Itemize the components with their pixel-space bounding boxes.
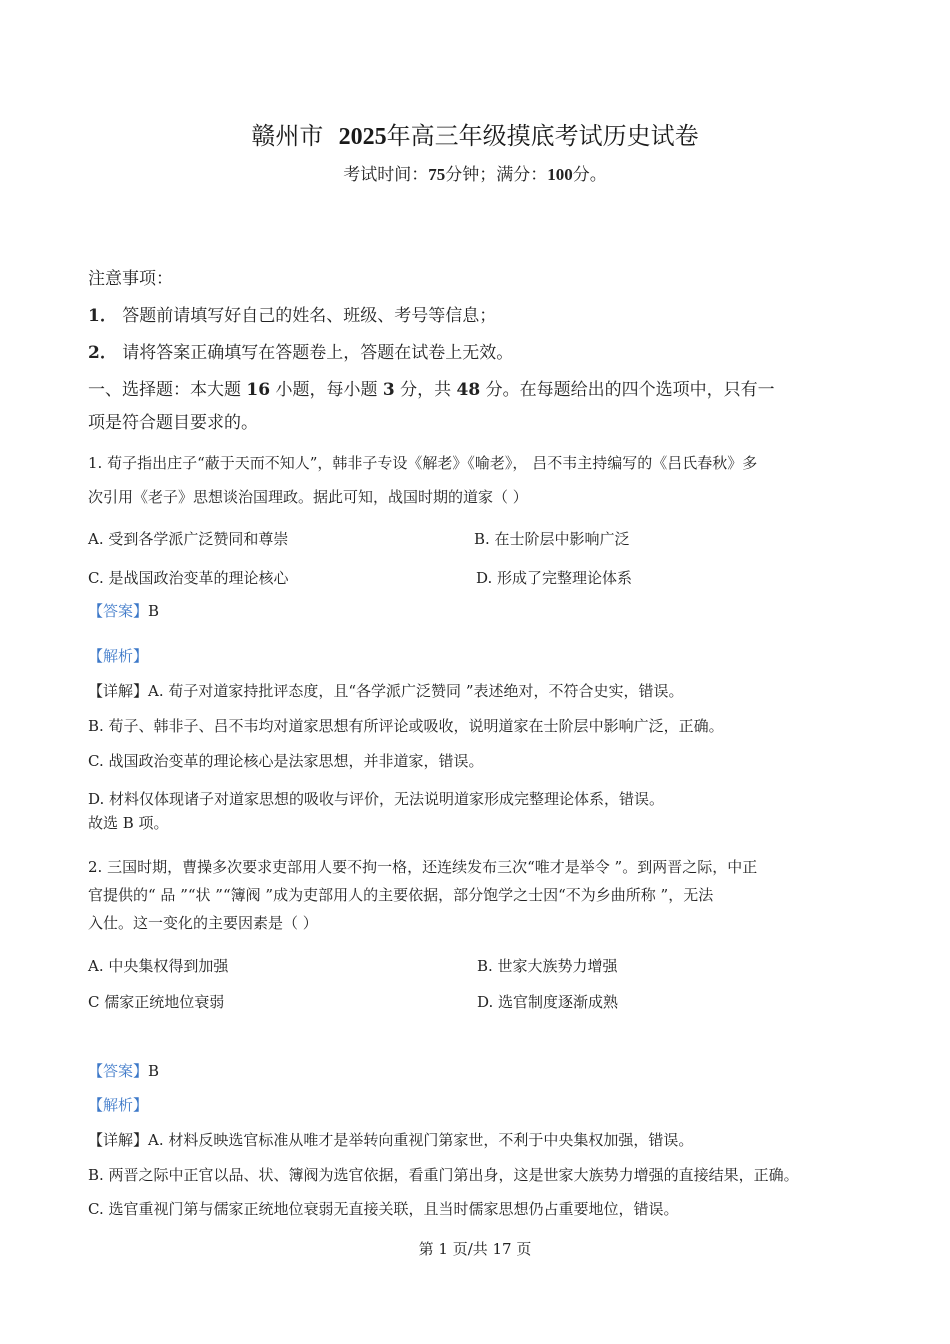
- section-each: 3: [382, 380, 395, 400]
- q1-detail-tag: 【详解】: [88, 682, 149, 700]
- notice-item-2-text: 请将答案正确填写在答题卷上，答题在试卷上无效。: [122, 343, 514, 363]
- q1-explain-a-text: A. 荀子对道家持批评态度，且“各学派广泛赞同 ”表述绝对，不符合史实，错误。: [148, 682, 684, 700]
- q1-explain-c: C. 战国政治变革的理论核心是法家思想，并非道家，错误。: [88, 752, 484, 770]
- q1-option-c: C. 是战国政治变革的理论核心: [88, 569, 289, 587]
- q2-answer-value: B: [148, 1062, 160, 1080]
- notice-item-1: [88, 301, 496, 326]
- section-count: 16: [246, 380, 271, 400]
- page-number: 第 1 页/共 17 页: [418, 1240, 532, 1258]
- q1-answer: [88, 600, 159, 621]
- q2-answer-tag: 【答案】: [88, 1062, 149, 1080]
- q1-answer-tag: 【答案】: [88, 602, 149, 620]
- q1-analysis-tag: 【解析】: [88, 647, 149, 665]
- q1-explain-d: D. 材料仅体现诸子对道家思想的吸收与评价，无法说明道家形成完整理论体系，错误。: [88, 790, 665, 808]
- q1-stem-line1: 1. 荀子指出庄子“蔽于天而不知人”，韩非子专设《解老》《喻老》， 吕不韦主持编写的《吕氏春秋》多: [88, 454, 758, 472]
- notice-item-1-text: 答题前请填写好自己的姓名、班级、考号等信息；: [122, 306, 497, 326]
- q2-option-d: D. 选官制度逐渐成熟: [477, 993, 619, 1011]
- q1-conclusion: 故选 B 项。: [88, 814, 169, 832]
- q1-stem-line2: 次引用《老子》思想谈治国理政。据此可知，战国时期的道家（ ）: [88, 488, 528, 506]
- q2-answer: [88, 1060, 159, 1081]
- exam-time-unit: 分钟；满分：: [445, 165, 548, 185]
- section-text-c: 分，共: [400, 380, 452, 400]
- q1-explain-a: [88, 680, 684, 701]
- q2-option-b: B. 世家大族势力增强: [477, 957, 618, 975]
- q2-explain-b: B. 两晋之际中正官以品、状、簿阀为选官依据，看重门第出身，这是世家大族势力增强的直接结果，正确。: [88, 1166, 799, 1184]
- q2-explain-a-text: A. 材料反映选官标准从唯才是举转向重视门第家世，不利于中央集权加强，错误。: [148, 1131, 694, 1149]
- exam-time-value: 75: [428, 165, 446, 184]
- q2-stem-line1: 2. 三国时期，曹操多次要求吏部用人要不拘一格，还连续发布三次“唯才是举令 ”。到两晋之际，中正: [88, 858, 758, 876]
- q2-analysis-tag: 【解析】: [88, 1096, 149, 1114]
- q2-stem-line3: 入仕。这一变化的主要因素是（ ）: [88, 914, 318, 932]
- notice-item-1-num: 1．: [88, 306, 117, 326]
- section-text-b: 小题，每小题: [275, 380, 378, 400]
- q1-option-a: A. 受到各学派广泛赞同和尊崇: [88, 530, 289, 548]
- score-value: 100: [547, 165, 573, 184]
- q1-option-d: D. 形成了完整理论体系: [476, 569, 633, 587]
- q1-explain-b: B. 荀子、韩非子、吕不韦均对道家思想有所评论或吸收，说明道家在士阶层中影响广泛，正确。: [88, 717, 724, 735]
- score-unit: 分。: [572, 165, 607, 185]
- notice-heading: 注意事项：: [88, 269, 173, 289]
- q2-explain-a: [88, 1129, 693, 1150]
- page-title: [0, 116, 950, 151]
- section-text-a: 一、选择题：本大题: [88, 380, 241, 400]
- q1-answer-value: B: [148, 602, 160, 620]
- q2-explain-c: C. 选官重视门第与儒家正统地位衰弱无直接关联，且当时儒家思想仍占重要地位，错误。: [88, 1200, 679, 1218]
- title-rest: 年高三年级摸底考试历史试卷: [386, 122, 699, 150]
- section-total: 48: [456, 380, 481, 400]
- title-city: 赣州市: [251, 122, 324, 150]
- q2-option-a: A. 中央集权得到加强: [88, 957, 229, 975]
- q2-detail-tag: 【详解】: [88, 1131, 149, 1149]
- notice-item-2: [88, 338, 513, 363]
- q2-stem-line2: 官提供的“ 品 ”“状 ”“簿阀 ”成为吏部用人的主要依据，部分饱学之士因“不为乡曲所称 ”，无法: [88, 886, 714, 904]
- section-text-d: 分。在每题给出的四个选项中，只有一: [485, 380, 775, 400]
- exam-info: [0, 160, 950, 185]
- q1-option-b: B. 在士阶层中影响广泛: [474, 530, 630, 548]
- title-year: 2025: [338, 124, 387, 150]
- section-heading-line2: 项是符合题目要求的。: [88, 413, 258, 433]
- section-heading: [88, 375, 775, 400]
- exam-time-label: 考试时间：: [343, 165, 429, 185]
- q2-option-c: C 儒家正统地位衰弱: [88, 993, 225, 1011]
- notice-item-2-num: 2．: [88, 343, 117, 363]
